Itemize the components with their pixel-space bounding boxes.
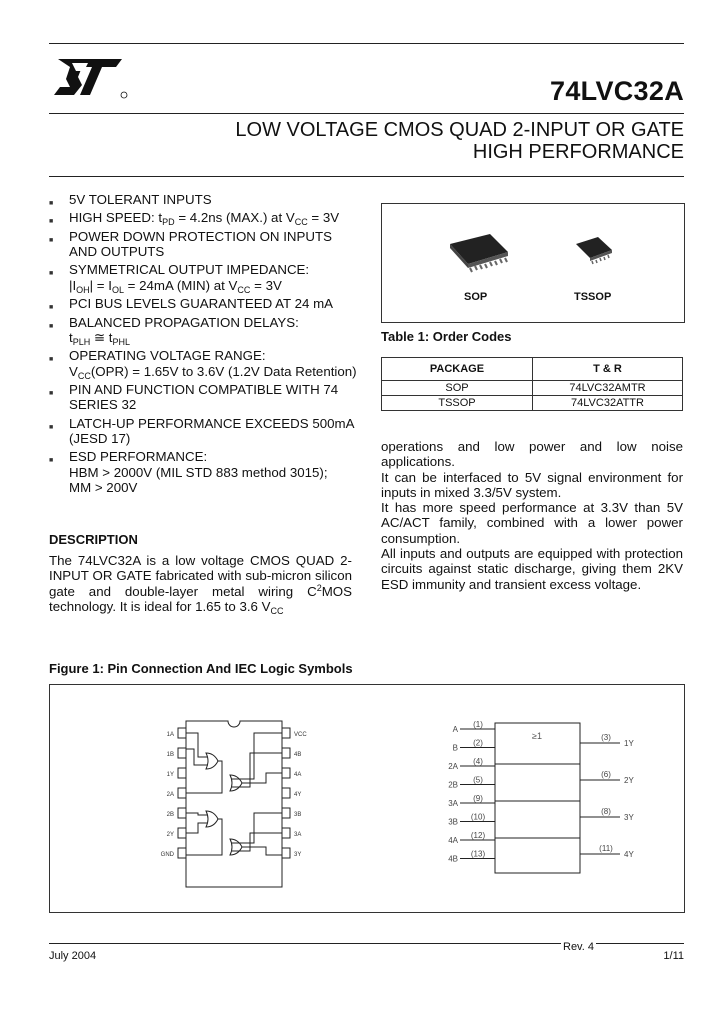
- pin-right-14: [282, 728, 307, 738]
- iec-input-8: [448, 850, 495, 864]
- order-codes-table: [381, 357, 683, 411]
- pin-label: 2Y: [166, 832, 174, 838]
- pin-left-5: [167, 808, 186, 818]
- bullet-icon: ■: [49, 389, 54, 397]
- table-cell: 74LVC32ATTR: [533, 396, 683, 411]
- order-table-caption: Table 1: Order Codes: [381, 329, 512, 344]
- top-rule: [49, 43, 684, 44]
- table-row: [382, 396, 683, 411]
- st-logo-icon: [52, 55, 132, 101]
- pin-connection-diagram: [150, 715, 310, 895]
- header-rule: [49, 113, 684, 114]
- pin-label: 4Y: [294, 792, 302, 798]
- title-rule: [49, 176, 684, 177]
- bullet-icon: ■: [49, 423, 54, 431]
- iec-input-label: B: [452, 743, 458, 753]
- bullet-icon: ■: [49, 356, 54, 364]
- iec-input-4: [448, 776, 495, 790]
- bullet-icon: ■: [49, 200, 54, 207]
- iec-pin-number: (2): [473, 738, 483, 748]
- iec-output-label: 2Y: [624, 776, 634, 785]
- footer-rev: Rev. 4: [563, 941, 594, 953]
- table-cell: SOP: [382, 381, 533, 396]
- iec-output-group: [580, 733, 634, 859]
- pin-label: 2A: [166, 792, 174, 798]
- iec-symbol-label: ≥1: [532, 731, 542, 741]
- table-cell: TSSOP: [382, 396, 533, 411]
- right-pin-group: [282, 728, 307, 858]
- figure-caption: Figure 1: Pin Connection And IEC Logic Symbols: [49, 661, 353, 676]
- feature-item: ■ 5V TOLERANT INPUTS: [49, 192, 359, 207]
- feature-item: ■ POWER DOWN PROTECTION ON INPUTS AND OUTPUTS: [49, 228, 332, 260]
- feature-item: ■ PIN AND FUNCTION COMPATIBLE WITH 74 SERIES 32: [49, 381, 339, 413]
- tssop-label: TSSOP: [574, 291, 612, 303]
- iec-pin-number: (11): [599, 844, 613, 853]
- pin-label: 4A: [294, 772, 302, 778]
- pin-label: 2B: [166, 812, 174, 818]
- iec-output-1: [580, 733, 634, 748]
- iec-input-label: 3A: [448, 799, 458, 808]
- feature-list: [49, 192, 359, 498]
- iec-pin-number: (9): [473, 794, 483, 803]
- left-pin-group: [161, 728, 186, 858]
- iec-pin-number: (13): [470, 849, 486, 859]
- iec-input-3: [448, 757, 495, 771]
- feature-item: ■ ESD PERFORMANCE: HBM > 2000V (MIL STD 883 method 3015); MM > 200V: [49, 449, 328, 495]
- iec-input-label: 2B: [448, 780, 458, 790]
- pin-left-2: [167, 748, 186, 758]
- footer-page: 1/11: [663, 950, 684, 962]
- description-continued: [381, 439, 683, 592]
- pin-right-12: [282, 768, 301, 778]
- figure-box: [49, 684, 685, 913]
- iec-input-label: 3B: [448, 817, 458, 827]
- iec-pin-number: (12): [470, 831, 486, 840]
- pin-right-9: [282, 828, 301, 838]
- iec-input-group: [448, 720, 495, 864]
- feature-item: ■ BALANCED PROPAGATION DELAYS: $t_{PLH}$ ≅ $t_{PHL}$: [49, 314, 299, 347]
- iec-pin-number: (8): [601, 807, 611, 816]
- feature-item: ■ HIGH SPEED: $t_{PD} = 4.2ns$ (MAX.) at $V_{CC} = 3V$: [49, 210, 359, 225]
- iec-pin-number: (3): [601, 733, 611, 742]
- sop-label: SOP: [464, 291, 488, 303]
- iec-input-label: 4B: [448, 854, 458, 864]
- sop-package-icon: [444, 230, 514, 276]
- pin-label: 3Y: [294, 852, 302, 858]
- package-image-box: [381, 203, 685, 323]
- pin-right-11: [282, 788, 301, 798]
- pin-left-6: [167, 828, 186, 838]
- iec-output-label: 3Y: [624, 813, 634, 822]
- iec-input-1: [453, 720, 495, 734]
- pin-right-8: [282, 848, 301, 858]
- iec-input-label: 4A: [448, 836, 458, 845]
- iec-output-label: 1Y: [624, 739, 634, 748]
- iec-output-2: [580, 770, 634, 785]
- feature-item: ■ OPERATING VOLTAGE RANGE: $V_{CC}(OPR) = 1.65V$ to 3.6V (1.2V Data Retention): [49, 348, 357, 381]
- pin-left-1: [167, 728, 186, 738]
- pin-label: 3A: [294, 832, 302, 838]
- iec-output-3: [580, 807, 634, 822]
- pin-label: GND: [160, 852, 174, 858]
- iec-input-2: [453, 739, 495, 753]
- pin-right-13: [282, 748, 301, 758]
- pin-label: 1A: [166, 732, 174, 738]
- bullet-icon: ■: [49, 457, 54, 465]
- iec-pin-number: (4): [473, 757, 483, 766]
- title-line-2: HIGH PERFORMANCE: [472, 141, 684, 163]
- iec-pin-number: (10): [470, 812, 486, 822]
- iec-output-label: 4Y: [624, 850, 634, 859]
- pin-label: 1B: [166, 752, 174, 758]
- iec-input-label: A: [452, 725, 458, 734]
- iec-input-label: 2A: [448, 762, 458, 771]
- bullet-icon: ■: [49, 322, 54, 330]
- pin-left-3: [167, 768, 186, 778]
- iec-pin-number: (6): [601, 770, 611, 779]
- description-p2: operations and low power and low noise applications.: [381, 439, 683, 470]
- iec-output-4: [580, 844, 634, 859]
- description-p5: All inputs and outputs are equipped with protection circuits against static discharge, giving them 2KV ESD immunity and transient excess voltage.: [381, 546, 683, 592]
- iec-logic-symbol: [440, 717, 660, 887]
- description-heading: DESCRIPTION: [49, 532, 138, 547]
- pin-label: VCC: [294, 732, 307, 738]
- iec-pin-number: (1): [473, 720, 483, 729]
- bullet-icon: ■: [49, 218, 54, 226]
- iec-pin-number: (5): [473, 775, 483, 785]
- table-cell: 74LVC32AMTR: [533, 381, 683, 396]
- bullet-icon: ■: [49, 270, 54, 278]
- bullet-icon: ■: [49, 236, 54, 244]
- table-header-tr: T & R: [533, 358, 683, 381]
- pin-label: 4B: [294, 752, 302, 758]
- feature-item: ■ LATCH-UP PERFORMANCE EXCEEDS 500mA (JESD 17): [49, 415, 354, 446]
- part-number: 74LVC32A: [550, 76, 684, 106]
- description-p3: It can be interfaced to 5V signal environment for inputs in mixed 3.3/5V system.: [381, 469, 683, 500]
- table-row: [382, 381, 683, 396]
- footer-date: July 2004: [49, 950, 97, 962]
- feature-item: ■ SYMMETRICAL OUTPUT IMPEDANCE: $|I_{OH}| = I_{OL} = 24mA$ (MIN) at $V_{CC} = 3V$: [49, 262, 310, 295]
- iec-input-5: [448, 794, 495, 808]
- pin-label: 3B: [294, 812, 302, 818]
- pin-right-10: [282, 808, 301, 818]
- description-p4: It has more speed performance at 3.3V than 5V AC/ACT family, combined with a lower power consumption.: [381, 500, 683, 546]
- pin-left-7: [161, 848, 186, 858]
- table-header-row: [382, 358, 683, 381]
- iec-input-6: [448, 813, 495, 827]
- tssop-package-icon: [572, 234, 616, 268]
- description-paragraph: The 74LVC32A is a low voltage CMOS QUAD 2-INPUT OR GATE fabricated with sub-micron silicon gate and double-layer metal wiring $C^2MOS$ technology. It is ideal for 1.65 to 3.6 $V_{CC}$: [49, 553, 352, 616]
- table-header-package: PACKAGE: [382, 358, 533, 381]
- iec-input-7: [448, 831, 495, 845]
- title-line-1: LOW VOLTAGE CMOS QUAD 2-INPUT OR GATE: [235, 119, 684, 141]
- pin-label: 1Y: [166, 772, 174, 778]
- feature-item: ■ PCI BUS LEVELS GUARANTEED AT 24 mA: [49, 296, 359, 311]
- bullet-icon: ■: [49, 304, 54, 312]
- pin-left-4: [167, 788, 186, 798]
